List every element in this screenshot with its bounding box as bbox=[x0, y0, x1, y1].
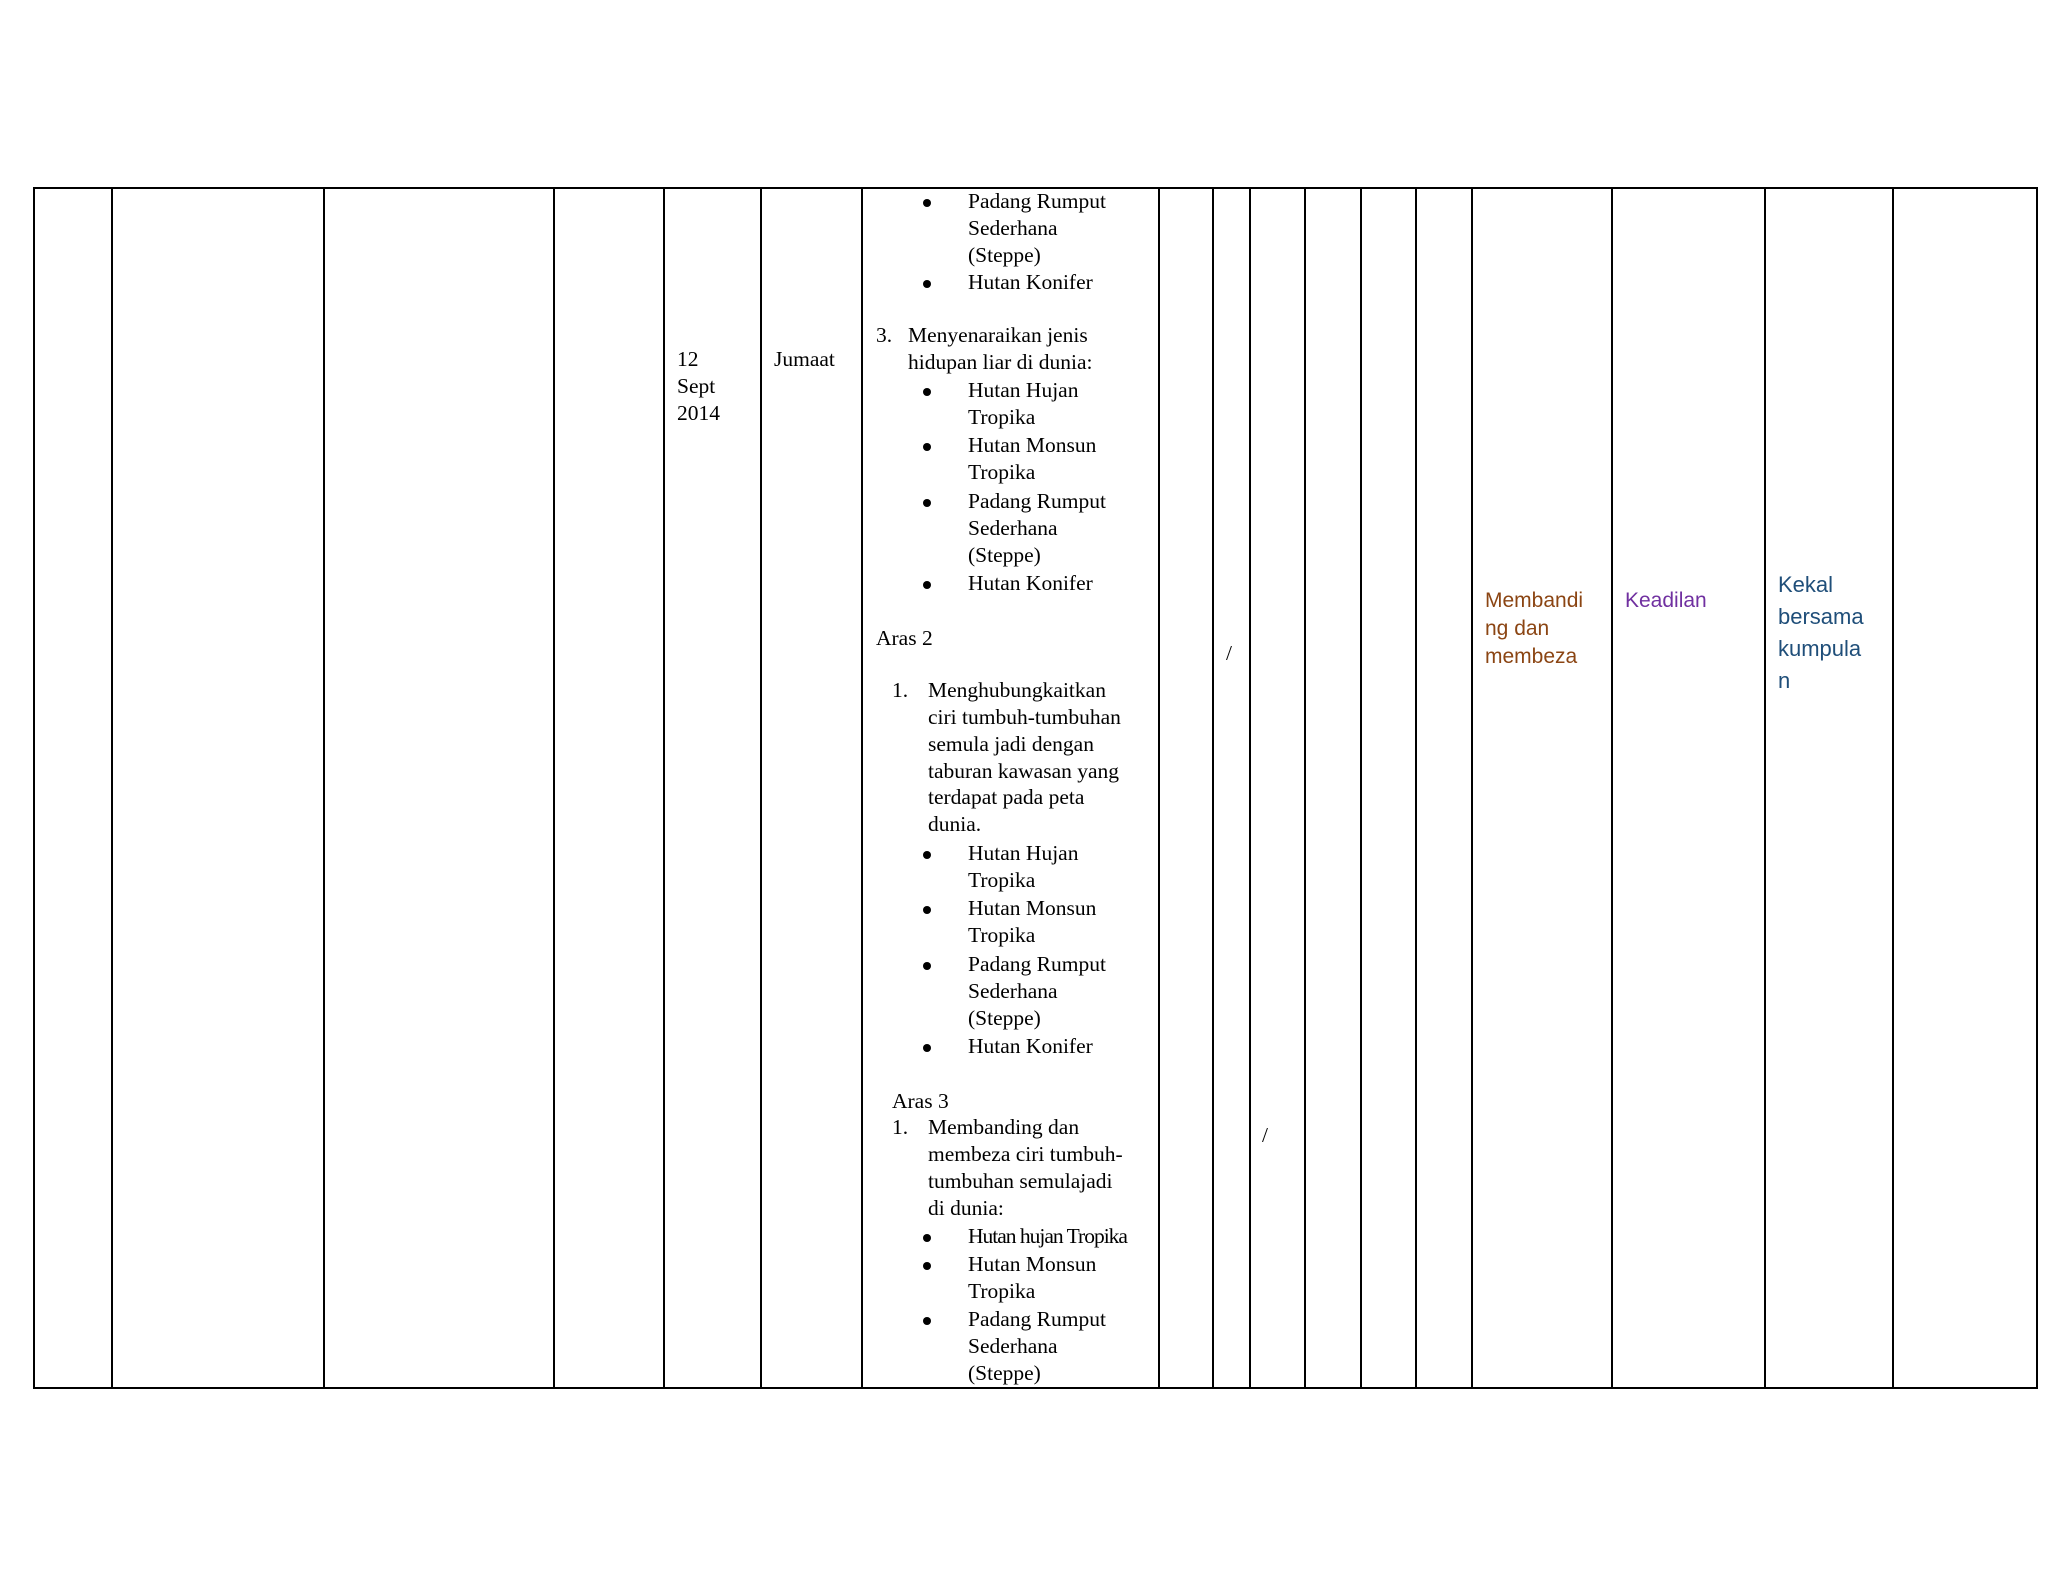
list-item: Padang Rumput bbox=[968, 1307, 1106, 1331]
list-item: Hutan Konifer bbox=[968, 270, 1093, 294]
list-item: Hutan Monsun bbox=[968, 1252, 1097, 1276]
list-item-cont: (Steppe) bbox=[968, 1361, 1041, 1385]
bullet-icon bbox=[923, 280, 931, 288]
item-text: tumbuhan semulajadi bbox=[928, 1169, 1113, 1193]
item-text: Menghubungkaitkan bbox=[928, 678, 1106, 702]
column-divider bbox=[553, 187, 555, 1389]
list-item: Hutan Hujan bbox=[968, 378, 1079, 402]
bullet-icon bbox=[923, 199, 931, 207]
bullet-icon bbox=[923, 388, 931, 396]
column-divider bbox=[1360, 187, 1362, 1389]
list-item-cont: Tropika bbox=[968, 868, 1036, 892]
item-text: semula jadi dengan bbox=[928, 732, 1094, 756]
day-name: Jumaat bbox=[774, 347, 835, 371]
list-item: Hutan Monsun bbox=[968, 433, 1097, 457]
list-item-cont: Tropika bbox=[968, 923, 1036, 947]
bullet-icon bbox=[923, 1317, 931, 1325]
list-item-cont: Tropika bbox=[968, 1279, 1036, 1303]
method-text: kumpula bbox=[1778, 636, 1862, 661]
method-text: bersama bbox=[1778, 604, 1864, 629]
column-divider bbox=[1304, 187, 1306, 1389]
item-text: ciri tumbuh-tumbuhan bbox=[928, 705, 1121, 729]
column-divider bbox=[323, 187, 325, 1389]
list-item: Hutan Monsun bbox=[968, 896, 1097, 920]
column-divider bbox=[1415, 187, 1417, 1389]
tick-mark-aras2: / bbox=[1226, 641, 1232, 665]
bullet-icon bbox=[923, 962, 931, 970]
bullet-icon bbox=[923, 1262, 931, 1270]
column-divider bbox=[111, 187, 113, 1389]
item-text: Membanding dan bbox=[928, 1115, 1080, 1139]
thinking-skill-text: ng dan bbox=[1485, 617, 1550, 640]
item-number: 3. bbox=[876, 323, 893, 347]
bullet-icon bbox=[923, 1234, 931, 1242]
column-divider bbox=[1892, 187, 1894, 1389]
column-divider bbox=[1249, 187, 1251, 1389]
list-item: Padang Rumput bbox=[968, 189, 1106, 213]
list-item: Hutan Konifer bbox=[968, 1034, 1093, 1058]
column-divider bbox=[1471, 187, 1473, 1389]
list-item-cont: Sederhana bbox=[968, 1334, 1058, 1358]
list-item-cont: (Steppe) bbox=[968, 543, 1041, 567]
list-item-cont: (Steppe) bbox=[968, 243, 1041, 267]
bullet-icon bbox=[923, 906, 931, 914]
list-item-cont: Sederhana bbox=[968, 216, 1058, 240]
list-item-cont: Sederhana bbox=[968, 979, 1058, 1003]
column-divider bbox=[760, 187, 762, 1389]
item-text: terdapat pada peta bbox=[928, 785, 1085, 809]
level-heading: Aras 2 bbox=[876, 626, 933, 650]
bullet-icon bbox=[923, 443, 931, 451]
list-item-cont: Tropika bbox=[968, 405, 1036, 429]
list-item: Hutan Hujan bbox=[968, 841, 1079, 865]
item-text: hidupan liar di dunia: bbox=[908, 350, 1093, 374]
item-text: dunia. bbox=[928, 812, 982, 836]
item-text: membeza ciri tumbuh- bbox=[928, 1142, 1123, 1166]
list-item: Hutan hujan Tropika bbox=[968, 1224, 1127, 1248]
bullet-icon bbox=[923, 499, 931, 507]
column-divider bbox=[861, 187, 863, 1389]
item-number: 1. bbox=[892, 678, 909, 702]
bullet-icon bbox=[923, 581, 931, 589]
list-item: Padang Rumput bbox=[968, 489, 1106, 513]
column-divider bbox=[1611, 187, 1613, 1389]
list-item-cont: Sederhana bbox=[968, 516, 1058, 540]
item-text: taburan kawasan yang bbox=[928, 759, 1120, 783]
item-text: Menyenaraikan jenis bbox=[908, 323, 1088, 347]
date-day: 12 bbox=[677, 347, 699, 371]
thinking-skill-text: Membandi bbox=[1485, 589, 1584, 612]
list-item: Padang Rumput bbox=[968, 952, 1106, 976]
list-item-cont: Tropika bbox=[968, 460, 1036, 484]
column-divider bbox=[1212, 187, 1214, 1389]
level-heading: Aras 3 bbox=[892, 1089, 949, 1113]
item-text: di dunia: bbox=[928, 1196, 1004, 1220]
column-divider bbox=[663, 187, 665, 1389]
bullet-icon bbox=[923, 851, 931, 859]
column-divider bbox=[1764, 187, 1766, 1389]
column-divider bbox=[1158, 187, 1160, 1389]
moral-value-text: Keadilan bbox=[1625, 589, 1707, 612]
bullet-icon bbox=[923, 1044, 931, 1052]
tick-mark-aras3: / bbox=[1262, 1123, 1268, 1147]
item-number: 1. bbox=[892, 1115, 909, 1139]
thinking-skill-text: membeza bbox=[1485, 645, 1578, 668]
date-year: 2014 bbox=[677, 401, 720, 425]
method-text: n bbox=[1778, 668, 1791, 693]
method-text: Kekal bbox=[1778, 572, 1834, 597]
date-month: Sept bbox=[677, 374, 716, 398]
list-item: Hutan Konifer bbox=[968, 571, 1093, 595]
list-item-cont: (Steppe) bbox=[968, 1006, 1041, 1030]
